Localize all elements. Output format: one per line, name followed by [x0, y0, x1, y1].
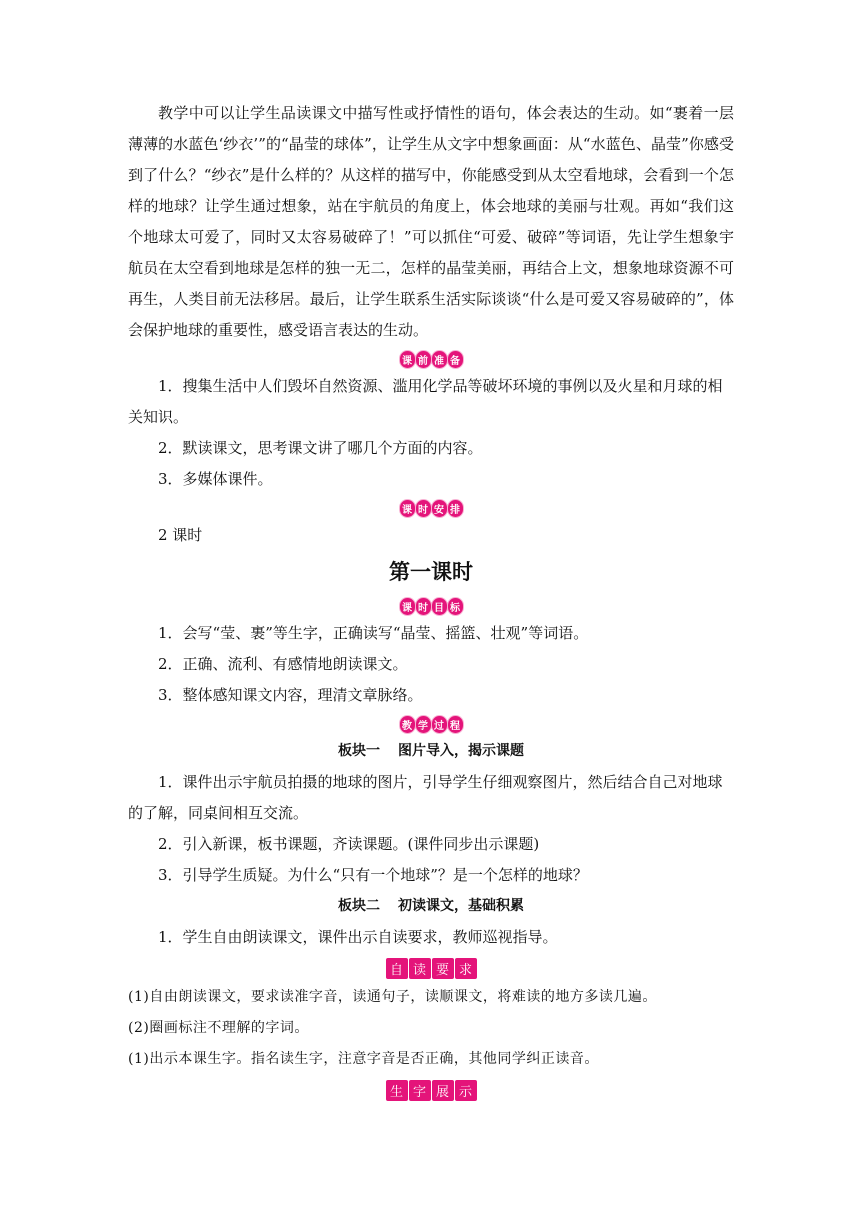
badge-char: 展	[432, 1080, 454, 1101]
badge-char: 时	[416, 598, 431, 615]
badge-char: 字	[409, 1080, 431, 1101]
prep-item-2: 2．默读课文，思考课文讲了哪几个方面的内容。	[158, 439, 483, 457]
badge-char: 目	[432, 598, 447, 615]
block-1-title: 图片导入，揭示课题	[398, 743, 524, 759]
badge-char: 要	[432, 958, 454, 979]
reading-item-1: (1)自由朗读课文，要求读准字音，读通句子，读顺课文，将难读的地方多读几遍。	[128, 989, 657, 1005]
block-1-item-1: 1．课件出示宇航员拍摄的地球的图片，引导学生仔细观察图片，然后结合自己对地球的了解，同桌间相互交流。	[128, 773, 723, 822]
schedule-text: 2 课时	[158, 526, 203, 544]
section-badge-prep	[128, 346, 734, 371]
section-badge-chars	[128, 1075, 734, 1104]
block-2-heading	[128, 891, 734, 922]
prep-item-1: 1．搜集生活中人们毁坏自然资源、滥用化学品等破坏环境的事例以及火星和月球的相关知识。	[128, 377, 723, 426]
badge-char: 读	[409, 958, 431, 979]
block-2-title: 初读课文，基础积累	[398, 898, 524, 914]
badge-char: 程	[448, 716, 463, 733]
badge-char: 学	[416, 716, 431, 733]
badge-char: 准	[432, 351, 447, 368]
block-2-item-1: 1．学生自由朗读课文，课件出示自读要求，教师巡视指导。	[158, 928, 558, 946]
reading-item-2: (2)圈画标注不理解的字词。	[128, 1020, 309, 1036]
block-1-item-3: 3．引导学生质疑。为什么“只有一个地球”？是一个怎样的地球？	[158, 866, 588, 884]
badge-char: 求	[455, 958, 477, 979]
badge-char: 生	[386, 1080, 408, 1101]
document-content	[128, 98, 734, 1104]
badge-char: 安	[432, 500, 447, 517]
badge-char: 教	[400, 716, 415, 733]
badge-char: 前	[416, 351, 431, 368]
block-1-label: 板块一	[338, 743, 380, 759]
badge-char: 时	[416, 500, 431, 517]
badge-char: 排	[448, 500, 463, 517]
block-1-heading	[128, 736, 734, 767]
reading-item-3: (1)出示本课生字。指名读生字，注意字音是否正确，其他同学纠正读音。	[128, 1051, 599, 1067]
badge-char: 示	[455, 1080, 477, 1101]
badge-char: 课	[400, 351, 415, 368]
block-2-label: 板块二	[338, 898, 380, 914]
goal-item-3: 3．整体感知课文内容，理清文章脉络。	[158, 686, 423, 704]
section-badge-schedule	[128, 495, 734, 520]
badge-char: 课	[400, 500, 415, 517]
section-badge-reading	[128, 953, 734, 982]
block-1-item-2: 2．引入新课，板书课题，齐读课题。(课件同步出示课题)	[158, 835, 540, 853]
prep-item-3: 3．多媒体课件。	[158, 470, 273, 488]
badge-char: 标	[448, 598, 463, 615]
intro-paragraph: 教学中可以让学生品读课文中描写性或抒情性的语句，体会表达的生动。如“裹着一层薄薄的水蓝色‘纱衣’”的“晶莹的球体”，让学生从文字中想象画面：从“水蓝色、晶莹”你感受到了什么？“纱衣”是什么样的？从这样的描写中，你能感受到从太空看地球，会看到一个怎样的地球？让学生通过想象，站在宇航员的角度上，体会地球的美丽与壮观。再如“我们这个地球太可爱了，同时又太容易破碎了！”可以抓住“可爱、破碎”等词语，先让学生想象宇航员在太空看到地球是怎样的独一无二，怎样的晶莹美丽，再结合上文，想象地球资源不可再生，人类目前无法移居。最后，让学生联系生活实际谈谈“什么是可爱又容易破碎的”，体会保护地球的重要性，感受语言表达的生动。	[128, 104, 734, 339]
lesson-title: 第一课时	[389, 560, 473, 584]
section-badge-goals	[128, 593, 734, 618]
goal-item-2: 2．正确、流利、有感情地朗读课文。	[158, 655, 408, 673]
badge-char: 备	[448, 351, 463, 368]
section-badge-process	[128, 711, 734, 736]
goal-item-1: 1．会写“莹、裹”等生字，正确读写“晶莹、摇篮、壮观”等词语。	[158, 624, 589, 642]
badge-char: 自	[386, 958, 408, 979]
badge-char: 课	[400, 598, 415, 615]
badge-char: 过	[432, 716, 447, 733]
